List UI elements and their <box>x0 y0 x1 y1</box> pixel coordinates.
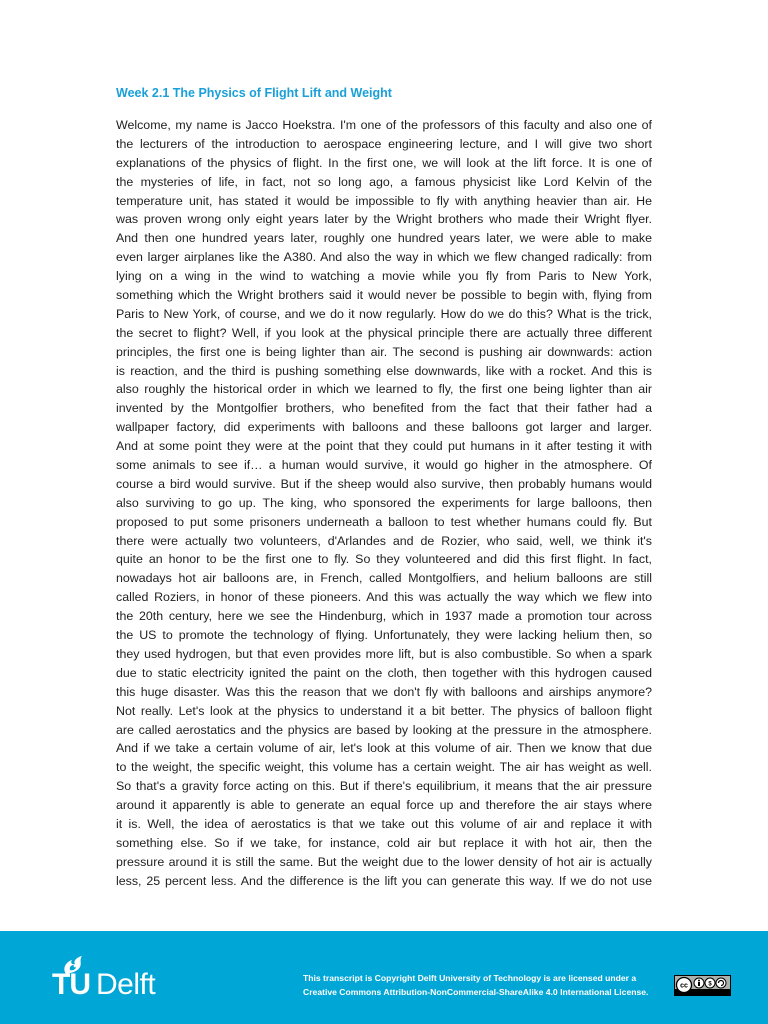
transcript-line: And if we take a certain volume of air, let's look at this volume of air. Then we know that due <box>116 741 652 756</box>
copyright-line-2: Creative Commons Attribution-NonCommercial-ShareAlike 4.0 International License. <box>303 987 649 997</box>
transcript-line: invented by the Montgolfier brothers, who benefited from the fact that their father had a <box>116 401 652 416</box>
cc-by-nc-sa-icon[interactable] <box>674 975 731 996</box>
transcript-line: less, 25 percent less. And the difference is the lift you can generate this way. If we do not use <box>116 873 652 888</box>
transcript-line: some animals to see if… a human would survive, it would go higher in the atmosphere. Of <box>116 458 652 473</box>
transcript-line: lying on a wing in the wind to watching a movie while you fly from Paris to New York, <box>116 269 652 284</box>
logo-delft-text: Delft <box>96 968 156 1001</box>
transcript-line: Not really. Let's look at the physics to understand it a bit better. The physics of balloon flight <box>116 703 652 718</box>
transcript-body <box>116 116 652 891</box>
transcript-line: Welcome, my name is Jacco Hoekstra. I'm one of the professors of this faculty and also one of <box>116 118 652 132</box>
transcript-line: the secret to flight? Well, if you look at the physical principle there are actually three different <box>116 325 652 340</box>
transcript-line: And at some point they were at the point that they could put humans in it after testing it with <box>116 439 652 454</box>
transcript-line: due to static electricity ignited the paint on the cloth, then together with this hydrogen caused <box>116 665 652 680</box>
transcript-line: And then one hundred years later, roughly one hundred years later, we were able to make <box>116 231 652 246</box>
transcript-line: the lecturers of the introduction to aerospace engineering lecture, and I will give two short <box>116 136 652 151</box>
transcript-line: nowadays hot air balloons are, in French, called Montgolfiers, and helium balloons are still <box>116 571 652 586</box>
license-badge-graphic <box>675 976 730 995</box>
transcript-line: the mysteries of life, in fact, not so long ago, a famous physicist like Lord Kelvin of the <box>116 174 652 189</box>
transcript-line: around it apparently is able to generate an equal force up and therefore the air stays where <box>116 798 652 813</box>
transcript-line: something else. So if we take, for instance, cold air but replace it with hot air, then the <box>116 835 652 850</box>
svg-text:cc: cc <box>680 982 688 990</box>
transcript-line: quite an honor to be the first one to fly. So they volunteered and did this first flight. In fact, <box>116 552 652 567</box>
logo-tu-text: TU <box>52 968 90 1001</box>
transcript-line: they used hydrogen, but that even provides more lift, but is also combustible. So when a spark <box>116 646 652 661</box>
transcript-line: are called aerostatics and the physics are based by looking at the pressure in the atmosphere. <box>116 722 652 737</box>
copyright-notice <box>303 971 673 999</box>
transcript-line: the US to promote the technology of flying. Unfortunately, they were lacking helium then, so <box>116 628 652 643</box>
transcript-line: temperature unit, has stated it would be impossible to fly with anything heavier than air. He <box>116 193 652 208</box>
transcript-line: explanations of the physics of flight. In the first one, we will look at the lift force. It is one of <box>116 155 652 170</box>
transcript-line: the 20th century, here we see the Hindenburg, which in 1937 made a promotion tour across <box>116 609 652 624</box>
transcript-line: something which the Wright brothers said it would never be possible to begin with, flying from <box>116 288 652 303</box>
transcript-line: also roughly the historical order in which we learned to fly, the first one being lighter than air <box>116 382 652 397</box>
transcript-line: it is. Well, the idea of aerostatics is that we take out this volume of air and replace it with <box>116 816 652 831</box>
transcript-line: is reaction, and the third is pushing something else downwards, like with a rocket. And this is <box>116 363 652 378</box>
transcript-line: was proven wrong only eight years later by the Wright brothers who made their Wright flyer. <box>116 212 652 227</box>
copyright-line-1: This transcript is Copyright Delft University of Technology is are licensed under a <box>303 973 637 983</box>
transcript-line: proposed to put some prisoners underneath a balloon to test whether humans could fly. But <box>116 514 652 529</box>
transcript-line: also surviving to go up. The king, who sponsored the experiments for large balloons, then <box>116 495 652 510</box>
document-heading: Week 2.1 The Physics of Flight Lift and Weight <box>116 86 392 100</box>
transcript-line: Paris to New York, of course, and we do it now regularly. How do we do this? What is the trick, <box>116 306 652 321</box>
transcript-line: So that's a gravity force acting on this. But if there's equilibrium, it means that the air pressure <box>116 779 652 794</box>
svg-text:$: $ <box>708 981 712 988</box>
transcript-line: principles, the first one is being lighter than air. The second is pushing air downwards: action <box>116 344 652 359</box>
transcript-line: pressure around it is still the same. But the weight due to the lower density of hot air is actually <box>116 854 652 869</box>
transcript-line: wallpaper factory, did experiments with balloons and these balloons got larger and larger. <box>116 420 652 435</box>
transcript-line: there were actually two volunteers, d'Arlandes and de Rozier, who said, well, we think it's <box>116 533 652 548</box>
transcript-line: called Roziers, in honor of these pioneers. And this was actually the way which we flew into <box>116 590 652 605</box>
transcript-line: this huge disaster. Was this the reason that we don't fly with balloons and airships anymore? <box>116 684 652 699</box>
transcript-line: even larger airplanes like the A380. And also the way in which we flew changed radically: from <box>116 250 652 265</box>
tudelft-logo <box>52 958 182 1002</box>
transcript-line: course a bird would survive. But if the sheep would also survive, then probably humans would <box>116 476 652 491</box>
transcript-line: to the weight, the specific weight, this volume has a certain weight. The air has weight as well. <box>116 760 652 775</box>
